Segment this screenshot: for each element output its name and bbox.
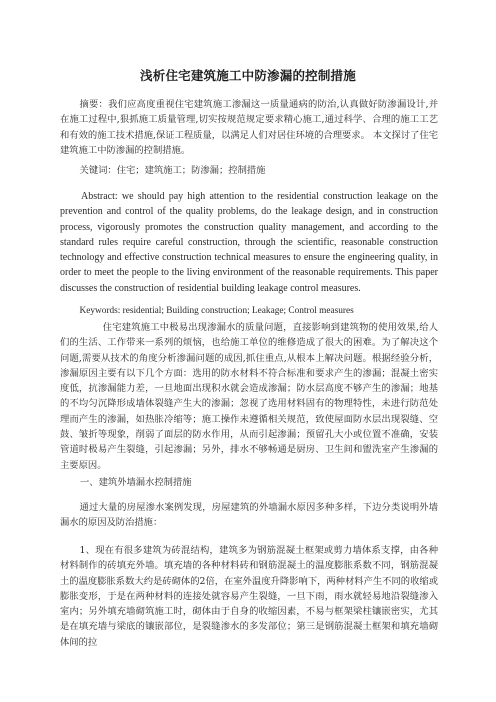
- abstract-en: Abstract: we should pay high attention to the residential construction leakage on the prevention and control of the quality problems, do the leakage design, and in construction process, vigorously promotes the construction quality management, and according to the standard rules require careful construction, through the scientific, reasonable construction technology and effective construction technical measures to ensure the engineering quality, in order to meet the people to the living environment of the reasonable requirements. This paper discusses the construction of residential building leakage control measures.: [60, 191, 438, 294]
- document-title: 浅析住宅建筑施工中防渗漏的控制措施: [140, 68, 356, 83]
- point-1-paragraph: 1、现在有很多建筑为砖混结构，建筑多为钢筋混凝土框架或剪力墙体系支撑，由各种材料制作的砖填充外墙。填充墙的各种材料砖和钢筋混凝土的温度膨胀系数不同，钢筋混凝土的温度膨胀系数大约是砖砌体的2倍，在室外温度升降影响下，两种材料产生不同的收缩或膨胀变形，于是在两种材料的连接处就容易产生裂缝，一旦下雨，雨水就轻易地沿裂缝渗入室内；另外填充墙砌筑施工时，砌体由于自身的收缩因素，不易与框架梁柱镶嵌密实，尤其是在填充墙与梁底的镶嵌部位，是裂缝渗水的多发部位；第三是钢筋混凝土框架和填充墙砌体间的拉: [60, 545, 438, 648]
- intro-paragraph: 住宅建筑施工中极易出现渗漏水的质量问题，直接影响到建筑物的使用效果,给人们的生活、工作带来一系列的烦恼，也给施工单位的维修造成了很大的困难。为了解决这个问题,需要从技术的角度分析渗漏问题的成因,抓住重点,从根本上解决问题。根据经验分析，渗漏原因主要有以下几个方面：选用的防水材料不符合标准和要求产生的渗漏；混凝土密实度低，抗渗漏能力差，一旦地面出现积水就会造成渗漏；防水层高度不够产生的渗漏；地基的不均匀沉降形成墙体裂缝产生大的渗漏；忽视了选用材料固有的物理特性，未进行防范处理而产生的渗漏，如热胀冷缩等；施工操作未遵循相关规范，致使屋面防水层出现裂缝、空鼓、皱折等现象，削弱了面层的防水作用，从而引起渗漏；预留孔大小或位置不准确，安装管道时极易产生裂缝，引起渗漏；另外，排水不够畅通是厨房、卫生间和盥洗室产生渗漏的主要原因。: [60, 322, 438, 471]
- keywords-en: Keywords: residential; Building construction; Leakage; Control measures: [79, 306, 354, 316]
- section-heading: 一、建筑外墙漏水控制措施: [80, 477, 192, 488]
- section-intro: 通过大量的房屋渗水案例发现，房屋建筑的外墙漏水原因多种多样，下边分类说明外墙漏水的原因及防治措施：: [60, 502, 438, 529]
- keywords-cn: 关键词：住宅；建筑施工；防渗漏；控制措施: [79, 165, 266, 176]
- abstract-cn: 摘要：我们应高度重视住宅建筑施工渗漏这一质量通病的防治,认真做好防渗漏设计,并在施工过程中,狠抓施工质量管理,切实按规范规定要求精心施工,通过科学、合理的施工工艺和有效的施工技术措施,保证工程质量，以满足人们对居住环境的合理要求。 本文探讨了住宅建筑施工中防渗漏的控制措施。: [60, 99, 438, 156]
